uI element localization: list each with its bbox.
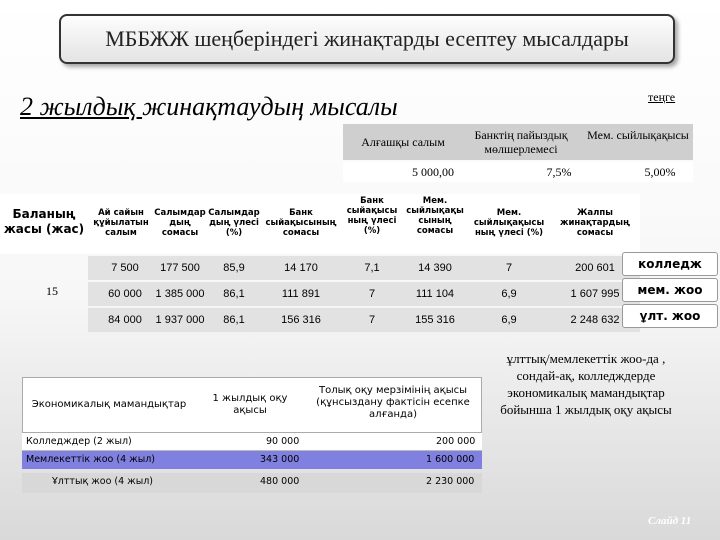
info-table xyxy=(343,124,693,182)
subtitle-rest: жинақтаудың мысалы xyxy=(142,92,398,121)
tuition-cell-full: 2 230 000 xyxy=(426,476,475,487)
cell-bank-share: 7 xyxy=(368,288,376,300)
tag-national-university: ұлт. жоо xyxy=(622,304,718,328)
info-header-initial-deposit: Алғашқы салым xyxy=(361,135,445,149)
header-deposit-sum: Салымдар дың сомасы xyxy=(154,208,206,238)
cell-total: 200 601 xyxy=(575,262,615,274)
header-child-age: Баланың жасы (жас) xyxy=(3,207,85,236)
cell-deposit-share: 86,1 xyxy=(223,288,245,300)
tag-state-university: мем. жоо xyxy=(622,278,718,302)
table-row xyxy=(22,451,482,469)
cell-state-share: 6,9 xyxy=(501,314,517,326)
cell-deposit-share: 85,9 xyxy=(223,262,245,274)
subtitle xyxy=(20,92,398,122)
cell-state-share: 6,9 xyxy=(501,288,517,300)
cell-deposit-sum: 1 937 000 xyxy=(155,314,205,326)
cell-state-sum: 111 104 xyxy=(415,288,455,300)
cell-bank-share: 7 xyxy=(368,314,376,326)
tag-college: колледж xyxy=(622,252,718,276)
cell-total: 1 607 995 xyxy=(570,288,620,300)
table-row xyxy=(22,433,482,451)
tuition-cell-full: 1 600 000 xyxy=(426,454,475,465)
table-row xyxy=(88,308,640,332)
tuition-table xyxy=(22,377,482,495)
tuition-header-annual: 1 жылдық оқу ақысы xyxy=(212,393,288,416)
header-state-bonus-sum: Мем. сыйлықақы сының сомасы xyxy=(406,196,464,236)
cell-total: 2 248 632 xyxy=(570,314,620,326)
cell-monthly: 84 000 xyxy=(108,314,142,326)
info-value-state-bonus: 5,00% xyxy=(644,165,676,179)
tuition-cell-type: Ұлттық жоо (4 жыл) xyxy=(52,476,154,487)
title-box xyxy=(59,14,675,64)
tuition-header-specialties: Экономикалық мамандықтар xyxy=(31,399,187,410)
tuition-cell-full: 200 000 xyxy=(436,436,476,447)
slide-number: Слайд 11 xyxy=(648,515,692,527)
currency-label: теңге xyxy=(648,90,676,104)
child-age-value: 15 xyxy=(46,284,58,298)
header-bank-bonus-share: Банк сыйақысы ның үлесі (%) xyxy=(346,196,398,236)
table-row xyxy=(88,256,640,280)
cell-monthly: 60 000 xyxy=(108,288,142,300)
tuition-header-full-term: Толық оқу мерзімінің ақысы (құнсыздану фактісін есепке алғанда) xyxy=(316,385,470,420)
cell-bank-sum: 111 891 xyxy=(281,288,321,300)
cell-bank-sum: 14 170 xyxy=(284,262,318,274)
info-header-bank-rate: Банктің пайыздық мөлшерлемесі xyxy=(474,128,568,156)
cell-state-sum: 14 390 xyxy=(418,262,452,274)
slide-title: МББЖЖ шеңберіндегі жинақтарды есептеу мысалдары xyxy=(105,26,629,51)
cell-state-sum: 155 316 xyxy=(415,314,455,326)
header-state-bonus-share: Мем. сыйлықақысы ның үлесі (%) xyxy=(473,208,545,238)
info-table-values xyxy=(343,162,693,182)
tuition-cell-annual: 343 000 xyxy=(260,454,300,465)
header-total-savings: Жалпы жинақтардың сомасы xyxy=(560,208,630,238)
cell-monthly: 7 500 xyxy=(111,262,139,274)
subtitle-underlined: 2 жылдық xyxy=(20,92,143,121)
info-value-initial-deposit: 5 000,00 xyxy=(412,165,454,179)
tuition-cell-annual: 90 000 xyxy=(266,436,300,447)
header-deposit-share: Салымдар дың үлесі (%) xyxy=(208,208,260,238)
cell-bank-sum: 156 316 xyxy=(281,314,321,326)
cell-deposit-share: 86,1 xyxy=(223,314,245,326)
tuition-cell-annual: 480 000 xyxy=(260,476,300,487)
table-row xyxy=(88,282,640,306)
info-value-bank-rate: 7,5% xyxy=(546,165,572,179)
cell-deposit-sum: 177 500 xyxy=(160,262,200,274)
cell-state-share: 7 xyxy=(505,262,513,274)
main-table xyxy=(0,194,718,334)
tuition-cell-type: Колледждер (2 жыл) xyxy=(26,436,132,447)
tuition-cell-type: Мемлекеттік жоо (4 жыл) xyxy=(26,454,155,465)
header-monthly-deposit: Ай сайын құйылатын салым xyxy=(93,208,149,238)
note-text: ұлттық/мемлекеттік жоо-да , сондай-ақ, колледждерде экономикалық мамандықтар бойынша 1 жылдық оқу ақысы xyxy=(500,351,672,417)
header-bank-bonus-sum: Банк сыйақысының сомасы xyxy=(265,208,337,238)
table-row xyxy=(22,473,482,493)
cell-deposit-sum: 1 385 000 xyxy=(155,288,205,300)
info-header-state-bonus: Мем. сыйлықақысы xyxy=(587,128,689,142)
cell-bank-share: 7,1 xyxy=(364,262,380,274)
